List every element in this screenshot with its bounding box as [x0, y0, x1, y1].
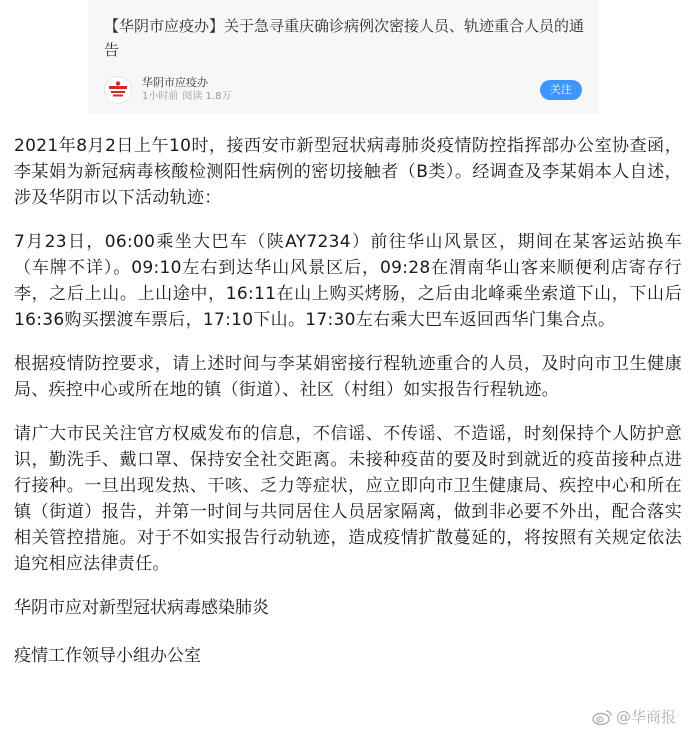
government-logo-icon[interactable]: [104, 76, 132, 104]
article-body: [14, 133, 682, 691]
article-title[interactable]: 【华阴市应疫办】关于急寻重庆确诊病例次密接人员、轨迹重合人员的通告: [104, 17, 585, 59]
weibo-icon: [592, 709, 612, 725]
signature-line-1: 华阴市应对新型冠状病毒感染肺炎: [14, 598, 269, 618]
post-time: 1小时前: [142, 91, 179, 102]
source-watermark: [592, 706, 676, 727]
watermark-text: @华商报: [615, 708, 676, 726]
article-header-card[interactable]: [88, 0, 598, 114]
author-name[interactable]: 华阴市应疫办: [142, 76, 208, 89]
paragraph-advice: 请广大市民关注官方权威发布的信息，不信谣、不传谣、不造谣，时刻保持个人防护意识，勤洗手、戴口罩、保持安全社交距离。未接种疫苗的要及时到就近的疫苗接种点进行接种。一旦出现发热、干咳、乏力等症状，应立即向市卫生健康局、疾控中心和所在镇（街道）报告，并第一时间与共同居住人员居家隔离，做到非必要不外出，配合落实相关管控措施。对于不如实报告行动轨迹，造成疫情扩散蔓延的，将按照有关规定依法追究相应法律责任。: [14, 424, 682, 574]
author-info: [142, 76, 231, 104]
author-meta: [104, 76, 582, 104]
view-count: 阅读 1.8万: [182, 91, 232, 102]
follow-button[interactable]: 关注: [540, 80, 582, 100]
paragraph-intro: 2021年8月2日上午10时，接西安市新型冠状病毒肺炎疫情防控指挥部办公室协查函，李某娟为新冠病毒核酸检测阳性病例的密切接触者（B类）。经调查及李某娟本人自述，涉及华阴市以下活动轨迹：: [14, 136, 682, 208]
paragraph-request: 根据疫情防控要求，请上述时间与李某娟密接行程轨迹重合的人员，及时向市卫生健康局、疾控中心或所在地的镇（街道）、社区（村组）如实报告行程轨迹。: [14, 354, 682, 400]
signature-line-2: 疫情工作领导小组办公室: [14, 646, 201, 666]
paragraph-trajectory: 7月23日，06:00乘坐大巴车（陕AY7234）前往华山风景区，期间在某客运站换车（车牌不详）。09:10左右到达华山风景区后，09:28在渭南华山客来顺便利店寄存行李，之后上山。上山途中，16:11在山上购买烤肠，之后由北峰乘坐索道下山，下山后16:36购买摆渡车票后，17:10下山。17:30左右乘大巴车返回西华门集合点。: [14, 232, 682, 330]
post-stats: [142, 90, 231, 104]
